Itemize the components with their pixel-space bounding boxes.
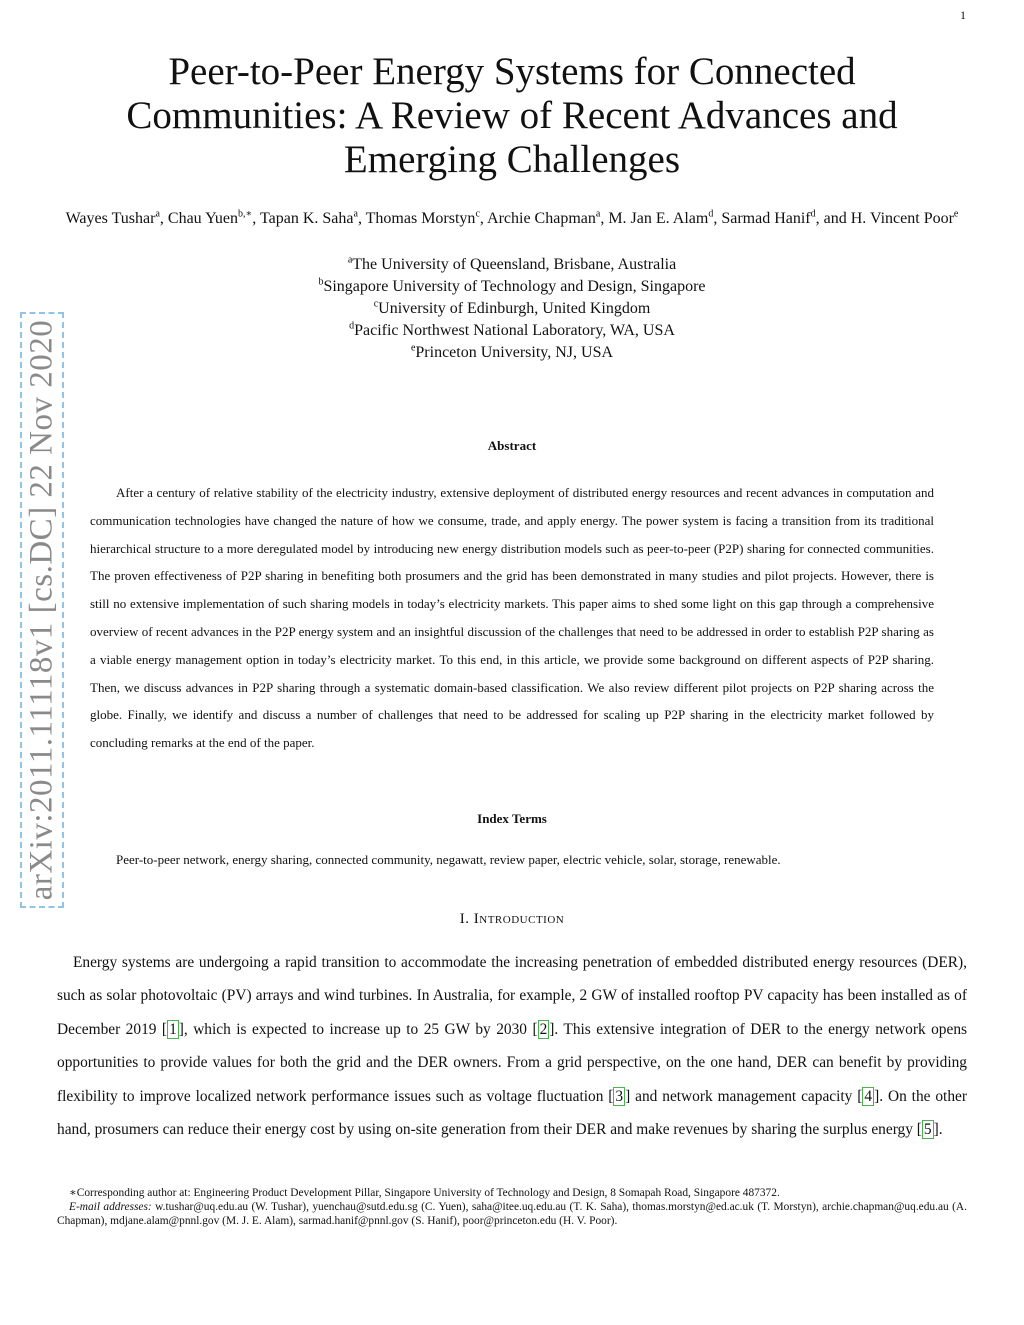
- arxiv-identifier: arXiv:2011.11118v1 [cs.DC] 22 Nov 2020: [23, 319, 60, 901]
- citation-link[interactable]: 3: [615, 1087, 624, 1105]
- affiliation-line: [140, 254, 884, 276]
- author-affiliation-mark: a: [595, 208, 601, 220]
- author-name: Thomas Morstyn: [365, 210, 476, 227]
- introduction-text: ]. This extensive integration of DER to the energy network opens opportunities to provide values for both the grid and the DER owners. From a grid perspective, on the one hand, DER can benefit by providing flexibility to improve localized network performance issues such as voltage fluctuation [: [57, 1020, 967, 1105]
- introduction-text: ]. On the other hand, prosumers can reduce their energy cost by using on-site generation from their DER and make revenues by sharing the surplus energy [: [57, 1087, 967, 1139]
- author-affiliation-mark: b,∗: [237, 208, 253, 220]
- author-affiliation-mark: d: [810, 208, 816, 220]
- affiliation-text: Pacific Northwest National Laboratory, WA, USA: [354, 322, 675, 339]
- paper-title: Peer-to-Peer Energy Systems for Connected Communities: A Review of Recent Advances and Emerging Challenges: [126, 50, 898, 181]
- author-separator: ,: [713, 210, 722, 227]
- introduction-text: Energy systems are undergoing a rapid transition to accommodate the increasing penetration of embedded distributed energy resources (DER), such as solar photovoltaic (PV) arrays and wind turbines. In Australia, for example, 2 GW of installed rooftop PV capacity has been installed as of December 2019 [: [57, 954, 967, 1038]
- author-name: Chau Yuen: [167, 210, 238, 227]
- introduction-text: ].: [933, 1121, 943, 1139]
- index-terms-text: Peer-to-peer network, energy sharing, connected community, negawatt, review paper, electric vehicle, solar, storage, renewable.: [116, 852, 781, 867]
- abstract-heading: Abstract: [487, 438, 537, 453]
- author-separator: ,: [815, 210, 824, 227]
- affiliation-line: [140, 276, 884, 298]
- affiliation-text: University of Edinburgh, United Kingdom: [378, 300, 651, 317]
- author-name: and H. Vincent Poor: [823, 210, 954, 227]
- index-terms-heading: Index Terms: [477, 811, 547, 826]
- author-separator: ,: [159, 210, 168, 227]
- author-separator: ,: [479, 210, 488, 227]
- affiliation-text: Singapore University of Technology and Design, Singapore: [323, 278, 706, 295]
- affiliation-line: [140, 320, 884, 342]
- affiliation-mark: d: [349, 320, 355, 332]
- author-name: Archie Chapman: [487, 210, 596, 227]
- author-separator: ,: [600, 210, 609, 227]
- affiliation-line: [140, 298, 884, 320]
- introduction-paragraph: [57, 946, 967, 1146]
- author-affiliation-mark: a: [353, 208, 358, 220]
- author-affiliation-mark: d: [708, 208, 714, 220]
- introduction-text: ], which is expected to increase up to 25 GW by 2030 [: [178, 1020, 538, 1038]
- citation-link[interactable]: 5: [923, 1121, 932, 1139]
- introduction-text: ] and network management capacity [: [625, 1087, 863, 1105]
- footnote: [57, 1186, 967, 1228]
- author-separator: ,: [252, 210, 260, 227]
- citation-link[interactable]: 2: [539, 1020, 548, 1038]
- email-addresses: [57, 1200, 967, 1228]
- author-affiliation-mark: a: [155, 208, 160, 220]
- affiliation-mark: b: [318, 276, 324, 288]
- affiliation-text: The University of Queensland, Brisbane, Australia: [352, 256, 677, 273]
- email-label: E-mail addresses:: [69, 1201, 152, 1213]
- author-affiliation-mark: c: [475, 208, 480, 220]
- email-list: w.tushar@uq.edu.au (W. Tushar), yuenchau@sutd.edu.sg (C. Yuen), saha@itee.uq.edu.au (T. K. Saha), thomas.morstyn@ed.ac.uk (T. Morstyn), archie.chapman@uq.edu.au (A. Chapman), mdjane.alam@pnnl.gov (M. J. E. Alam), sarmad.hanif@pnnl.gov (S. Hanif), poor@princeton.edu (H. V. Poor).: [57, 1201, 967, 1227]
- page-number: 1: [960, 8, 966, 22]
- corresponding-author-note: ∗Corresponding author at: Engineering Product Development Pillar, Singapore University of Technology and Design, 8 Somapah Road, Singapore 487372.: [69, 1187, 780, 1199]
- author-name: Wayes Tushar: [65, 210, 156, 227]
- author-name: Tapan K. Saha: [259, 210, 354, 227]
- citation-link[interactable]: 1: [169, 1020, 177, 1038]
- citation-link[interactable]: 4: [864, 1087, 873, 1105]
- affiliation-text: Princeton University, NJ, USA: [415, 344, 614, 361]
- section-heading-introduction: I. Introduction: [459, 911, 565, 927]
- author-name: Sarmad Hanif: [721, 210, 811, 227]
- author-separator: ,: [357, 210, 366, 227]
- affiliation-mark: e: [410, 342, 416, 354]
- affiliation-mark: c: [373, 298, 379, 310]
- affiliation-mark: a: [347, 254, 353, 266]
- author-list: [40, 208, 984, 230]
- affiliation-list: [140, 254, 884, 364]
- abstract-text: After a century of relative stability of the electricity industry, extensive deployment of distributed energy resources and recent advances in computation and communication technologies have changed the nature of how we consume, trade, and apply energy. The power system is facing a transition from its traditional hierarchical structure to a more deregulated model by introducing new energy distribution models such as peer-to-peer (P2P) sharing for connected communities. The proven effectiveness of P2P sharing in benefiting both prosumers and the grid has been demonstrated in many studies and pilot projects. However, there is still no extensive implementation of such sharing models in today’s electricity markets. This paper aims to shed some light on this gap through a comprehensive overview of recent advances in the P2P energy system and an insightful discussion of the challenges that need to be addressed in order to establish P2P sharing as a viable energy management option in today’s electricity market. To this end, in this article, we provide some background on different aspects of P2P sharing. Then, we discuss advances in P2P sharing through a systematic domain-based classification. We also review different pilot projects on P2P sharing across the globe. Finally, we identify and discuss a number of challenges that need to be addressed for scaling up P2P sharing in the electricity market followed by concluding remarks at the end of the paper.: [90, 485, 934, 751]
- author-name: M. Jan E. Alam: [608, 210, 709, 227]
- author-affiliation-mark: e: [953, 208, 959, 220]
- affiliation-line: [140, 342, 884, 364]
